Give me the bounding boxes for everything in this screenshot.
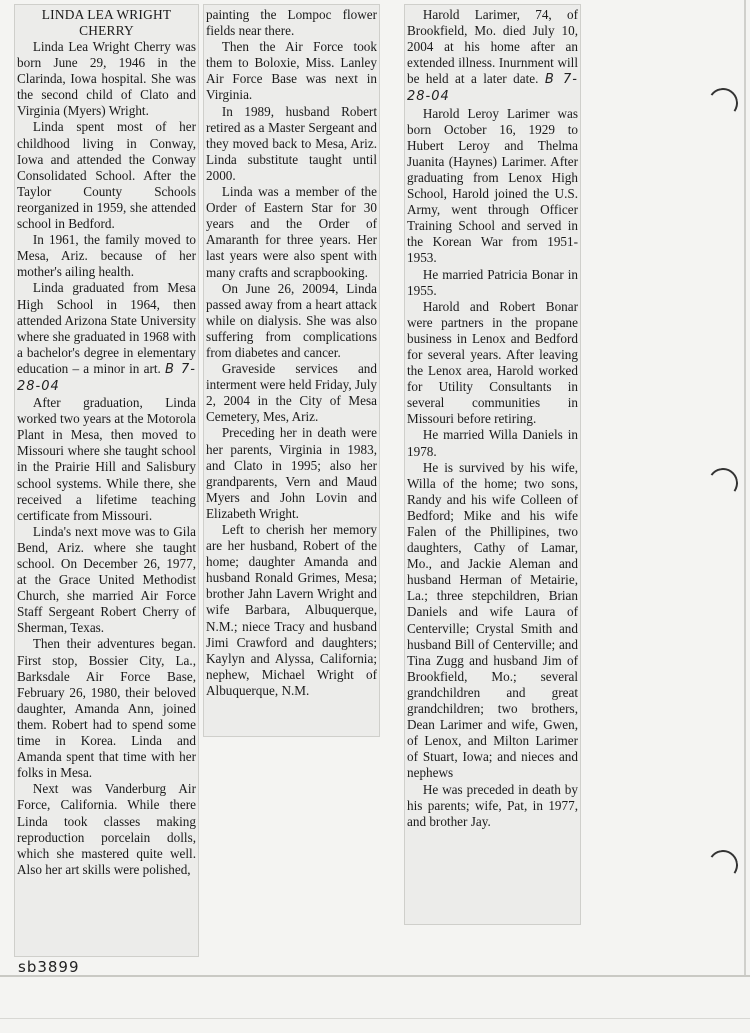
obit-paragraph: Preceding her in death were her parents, Virginia in 1983, and Clato in 1995; also her grandparents, Vern and Maud Myers and John Lovin and Elizabeth Wright. [206, 425, 377, 521]
obit-paragraph: Linda Lea Wright Cherry was born June 29, 1946 in the Clarinda, Iowa hospital. She was the second child of Clato and Virginia (Myers) Wright. [17, 39, 196, 119]
obit-paragraph: Harold Leroy Larimer was born October 16, 1929 to Hubert Leroy and Thelma Juanita (Haynes) Larimer. After graduating from Lenox High School, Harold joined the U.S. Army, went through Officer Training School and served in the Korean War from 1951-1953. [407, 105, 578, 266]
obit-paragraph: He married Willa Daniels in 1978. [407, 427, 578, 459]
catalog-number: sb3899 [18, 958, 80, 976]
obit-paragraph: In 1989, husband Robert retired as a Master Sergeant and they moved back to Mesa, Ariz. Linda substitute taught until 2000. [206, 103, 377, 183]
obit-paragraph: After graduation, Linda worked two years at the Motorola Plant in Mesa, then moved to Missouri where she taught school in the Prairie Hill and Salisbury school systems. While there, she received a lifetime teaching certificate from Missouri. [17, 395, 196, 523]
obit-paragraph: painting the Lompoc flower fields near there. [206, 7, 377, 39]
page-bottom-edge [0, 975, 750, 977]
page-lower-line [0, 1018, 750, 1019]
obit-paragraph: He was preceded in death by his parents; wife, Pat, in 1977, and brother Jay. [407, 781, 578, 829]
obit-paragraph: Harold Larimer, 74, of Brookfield, Mo. died July 10, 2004 at his home after an extended illness. Inurnment will be held at a later date. B 7-28-04 [407, 7, 578, 105]
obit-paragraph: Graveside services and interment were held Friday, July 2, 2004 in the City of Mesa Cemetery, Mes, Ariz. [206, 361, 377, 425]
clipping-cherry-col1 [14, 4, 199, 957]
obit-paragraph: Linda's next move was to Gila Bend, Ariz. where she taught school. On December 26, 1977, at the Grace United Methodist Church, she married Air Force Staff Sergeant Robert Cherry of Sherman, Texas. [17, 523, 196, 636]
obit-paragraph: Harold and Robert Bonar were partners in the propane business in Lenox and Bedford for several years. After leaving the Lenox area, Harold worked for Utility Consultants in several communities in Missouri before retiring. [407, 298, 578, 427]
obit-paragraph: Then their adventures began. First stop, Bossier City, La., Barksdale Air Force Base, February 26, 1980, their beloved daughter, Amanda Ann, joined them. Robert had to spend some time in Korea. Linda and Amanda spent that time with her folks in Mesa. [17, 636, 196, 781]
obit-paragraph: In 1961, the family moved to Mesa, Ariz. because of her mother's ailing health. [17, 232, 196, 280]
obit-paragraph: He is survived by his wife, Willa of the home; two sons, Randy and his wife Colleen of Bedford; Mike and his wife Falen of the Phillipines, two daughters, Cathy of Lamar, Mo., and Jackie Aleman and husband Herman of Metairie, La.; three stepchildren, Brian Daniels and wife Laura of Centerville; Crystal Smith and husband Bill of Centerville; and Tina Zugg and husband Jim of Brookfield, Mo.; several grandchildren and great grandchildren; two brothers, Dean Larimer and wife, Gwen, of Lenox, and Milton Larimer of Stuart, Iowa; and nieces and nephews [407, 459, 578, 781]
handwritten-date: B 7-28-04 [407, 72, 578, 105]
binder-hole-1 [706, 86, 741, 121]
binder-hole-3 [706, 848, 741, 883]
obit-paragraph: Next was Vanderburg Air Force, California. While there Linda took classes making reproduction porcelain dolls, which she mastered quite well. Also her art skills were polished, [17, 781, 196, 877]
page-right-edge [744, 0, 746, 975]
obit-paragraph: Linda graduated from Mesa High School in 1964, then attended Arizona State University where she graduated in 1968 with a bachelor's degree in elementary education – a minor in art. B 7-28-04 [17, 280, 196, 394]
clipping-larimer [404, 4, 581, 925]
obit-paragraph: Linda was a member of the Order of Eastern Star for 30 years and the Order of Amaranth for three years. Her last years were also spent with many crafts and scrapbooking. [206, 184, 377, 280]
clipping-cherry-col2 [203, 4, 380, 737]
binder-hole-2 [706, 466, 741, 501]
obit-paragraph: He married Patricia Bonar in 1955. [407, 266, 578, 298]
obit-paragraph: Left to cherish her memory are her husband, Robert of the home; daughter Amanda and husband Ronald Grimes, Mesa; brother Jahn Lavern Wright and wife Barbara, Albuquerque, N.M.; niece Tracy and husband Jimi Crawford and daughters; Kaylyn and Alyssa, California; nephew, Michael Wright of Albuquerque, N.M. [206, 522, 377, 698]
obit-paragraph: On June 26, 20094, Linda passed away from a heart attack while on dialysis. She was also suffering from complications from diabetes and cancer. [206, 280, 377, 360]
obituary-headline: LINDA LEA WRIGHT CHERRY [41, 7, 172, 38]
obit-paragraph: Then the Air Force took them to Boloxie, Miss. Lanley Air Force Base was next in Virginia. [206, 39, 377, 103]
obit-paragraph: Linda spent most of her childhood living in Conway, Iowa and attended the Conway Consolidated School. After the Taylor County Schools reorganized in 1959, she attended school in Bedford. [17, 119, 196, 232]
handwritten-date: B 7-28-04 [17, 361, 196, 394]
